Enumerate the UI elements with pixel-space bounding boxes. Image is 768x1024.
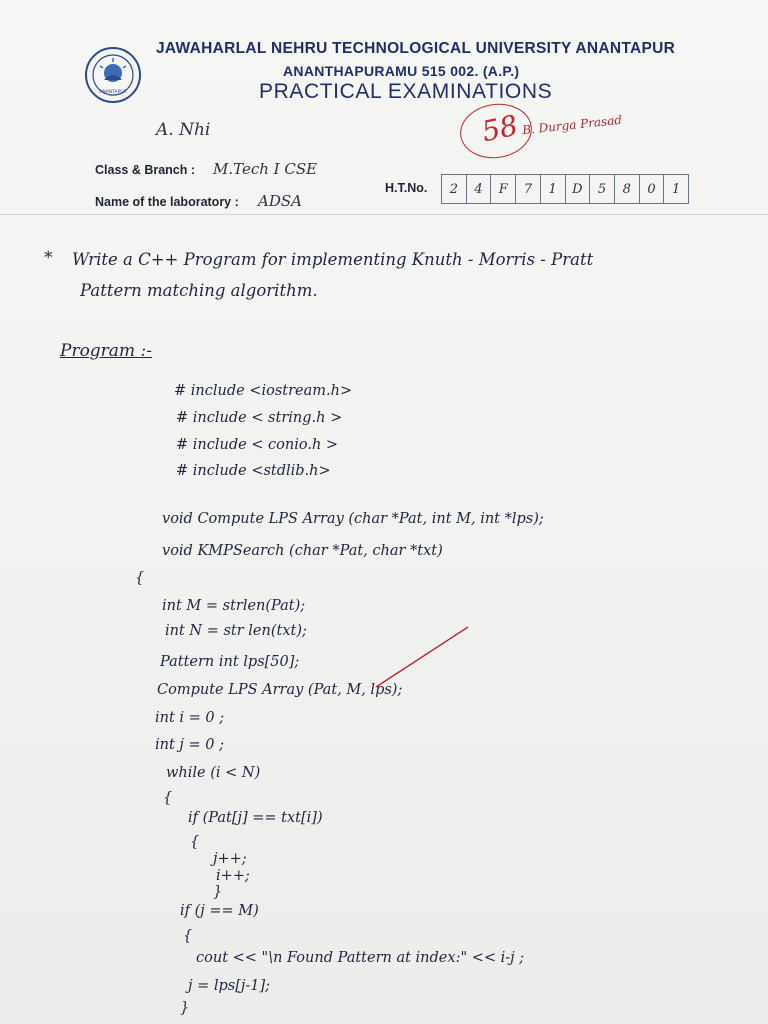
- code-line: int j = 0 ;: [155, 737, 224, 753]
- code-line: Compute LPS Array (Pat, M, lps);: [157, 682, 403, 698]
- code-line: int M = strlen(Pat);: [162, 598, 306, 614]
- code-line: }: [180, 1000, 190, 1016]
- htno-digit: 4: [467, 174, 492, 204]
- code-line: void KMPSearch (char *Pat, char *txt): [162, 543, 443, 559]
- code-line: Pattern int lps[50];: [160, 654, 300, 670]
- code-line: # include <stdlib.h>: [176, 463, 331, 479]
- code-line: j = lps[j-1];: [188, 978, 271, 994]
- code-line: i++;: [216, 868, 250, 884]
- htno-digit: 7: [516, 174, 541, 204]
- examiner-tick-mark: [372, 623, 472, 693]
- code-line: int N = str len(txt);: [165, 623, 307, 639]
- htno-digit: 8: [615, 174, 640, 204]
- university-logo-icon: [84, 46, 142, 104]
- header-divider: [0, 214, 768, 215]
- lab-value: ADSA: [258, 192, 302, 210]
- university-name: JAWAHARLAL NEHRU TECHNOLOGICAL UNIVERSITY ANANTAPUR: [156, 40, 676, 57]
- code-line: j++;: [213, 851, 247, 867]
- marks-value: 58: [478, 108, 521, 149]
- htno-digit: F: [491, 174, 516, 204]
- code-line: void Compute LPS Array (char *Pat, int M, int *lps);: [162, 511, 544, 527]
- code-line: # include < conio.h >: [176, 437, 339, 453]
- question-line-1: Write a C++ Program for implementing Knuth - Morris - Pratt: [72, 250, 594, 269]
- question-bullet: *: [44, 248, 53, 268]
- university-address: ANANTHAPURAMU 515 002. (A.P.): [283, 63, 520, 79]
- htno-digit: 5: [590, 174, 615, 204]
- code-line: # include < string.h >: [176, 410, 343, 426]
- htno-digit: 0: [640, 174, 665, 204]
- code-line: while (i < N): [166, 765, 261, 781]
- code-line: int i = 0 ;: [155, 710, 225, 726]
- code-line: if (Pat[j] == txt[i]): [188, 810, 323, 826]
- examiner-signature: B. Durga Prasad: [521, 112, 623, 138]
- question-line-2: Pattern matching algorithm.: [80, 281, 318, 300]
- code-line: {: [163, 790, 173, 806]
- htno-label: H.T.No.: [385, 181, 428, 195]
- htno-digit: 1: [664, 174, 689, 204]
- exam-title: PRACTICAL EXAMINATIONS: [259, 80, 553, 103]
- code-line: {: [183, 928, 193, 944]
- code-line: cout << "\n Found Pattern at index:" << i-j ;: [196, 950, 525, 966]
- lab-label: Name of the laboratory :: [95, 195, 239, 209]
- code-line: {: [190, 834, 200, 850]
- program-heading: Program :-: [60, 341, 152, 361]
- student-signature: A. Nhi: [156, 120, 211, 140]
- code-line: # include <iostream.h>: [174, 383, 353, 399]
- htno-digit: D: [566, 174, 591, 204]
- class-branch-value: M.Tech I CSE: [213, 160, 318, 178]
- code-line: {: [135, 570, 145, 586]
- code-line: }: [213, 884, 223, 900]
- sheet-header: [0, 0, 768, 215]
- htno-digit: 1: [541, 174, 566, 204]
- code-line: if (j == M): [180, 903, 259, 919]
- class-branch-label: Class & Branch :: [95, 163, 196, 177]
- logo-caption: ANANTAPUR: [99, 90, 127, 95]
- htno-digit: 2: [441, 174, 467, 204]
- htno-boxes: [441, 174, 689, 204]
